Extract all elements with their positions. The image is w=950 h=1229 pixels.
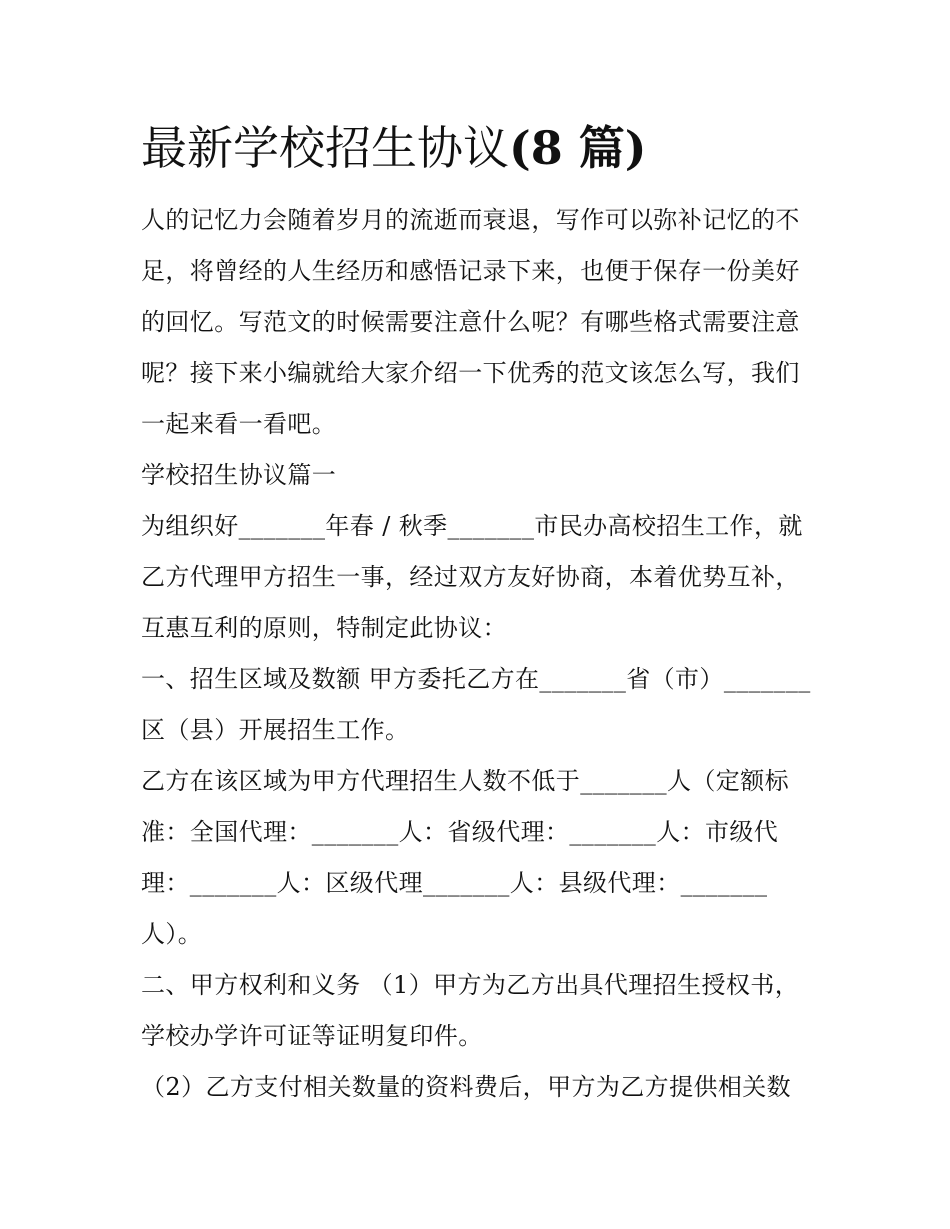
text-line: 呢？接下来小编就给大家介绍一下优秀的范文该怎么写，我们 — [141, 359, 800, 387]
text-line: 准：全国代理：_______人：省级代理：_______人：市级代 — [141, 818, 779, 846]
title-count: (8 篇) — [509, 121, 647, 175]
text-line: 人）。 — [141, 920, 203, 948]
text-line: 足，将曾经的人生经历和感悟记录下来，也便于保存一份美好 — [141, 257, 800, 285]
text-line: 学校办学许可证等证明复印件。 — [141, 1022, 483, 1050]
title-main: 最新学校招生协议 — [141, 121, 509, 175]
text-line: 乙方在该区域为甲方代理招生人数不低于_______人（定额标 — [141, 767, 789, 795]
text-line: （2）乙方支付相关数量的资料费后，甲方为乙方提供相关数 — [141, 1073, 792, 1101]
text-line: 的回忆。写范文的时候需要注意什么呢？有哪些格式需要注意 — [141, 308, 800, 336]
text-line: 为组织好_______年春 / 秋季_______市民办高校招生工作，就 — [141, 512, 803, 540]
document-body — [141, 195, 821, 1113]
text-line: 二、甲方权利和义务 （1）甲方为乙方出具代理招生授权书， — [141, 971, 800, 999]
document-title — [141, 118, 647, 178]
section-heading: 学校招生协议篇一 — [141, 461, 337, 489]
text-line: 互惠互利的原则，特制定此协议： — [141, 614, 507, 642]
text-line: 一起来看一看吧。 — [141, 410, 337, 438]
text-line: 区（县）开展招生工作。 — [141, 716, 410, 744]
text-line: 乙方代理甲方招生一事，经过双方友好协商，本着优势互补， — [141, 563, 800, 591]
text-line: 理：_______人：区级代理_______人：县级代理：_______ — [141, 869, 768, 897]
text-line: 一、招生区域及数额 甲方委托乙方在_______省（市）_______ — [141, 665, 811, 693]
text-line: 人的记忆力会随着岁月的流逝而衰退，写作可以弥补记忆的不 — [141, 206, 800, 234]
